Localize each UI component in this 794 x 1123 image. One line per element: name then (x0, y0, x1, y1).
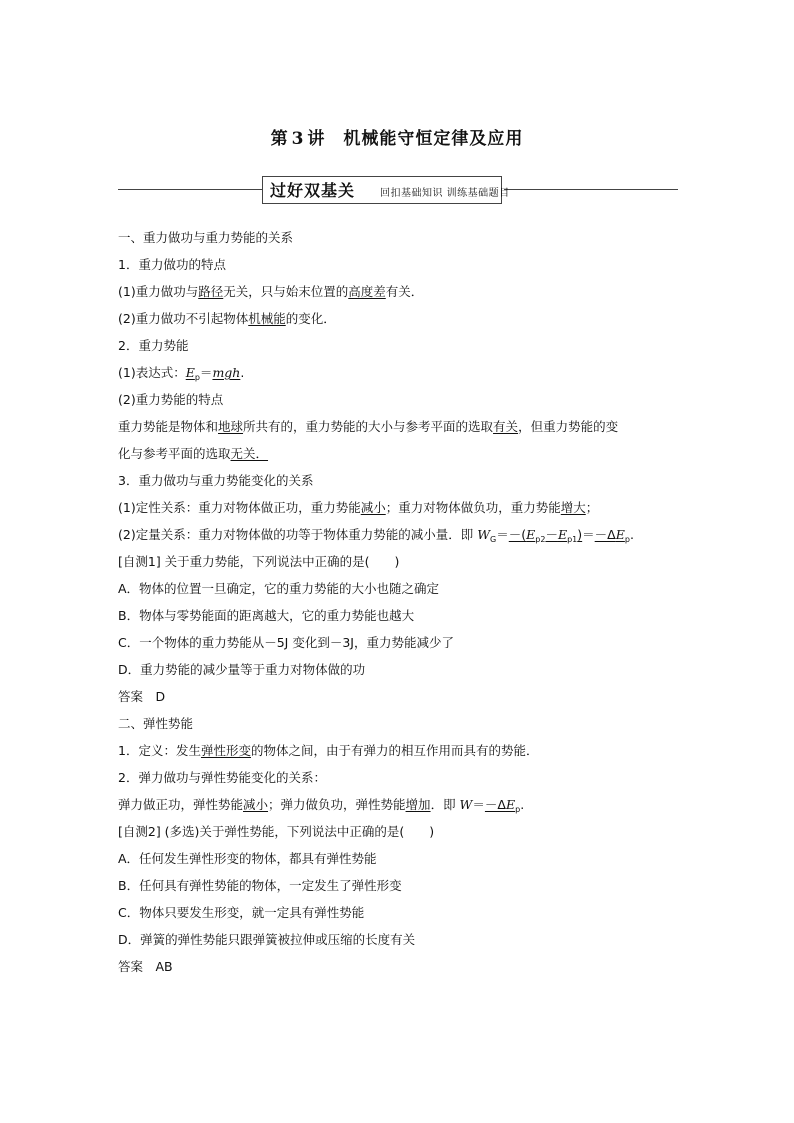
symbol-E: E (505, 797, 516, 812)
title-prefix: 第 (270, 129, 289, 149)
option-a: A．任何发生弹性形变的物体，都具有弹性势能 (118, 851, 377, 866)
blank-answer: 路径 (198, 284, 224, 299)
text: ＝ (496, 527, 509, 542)
document-body (118, 228, 688, 984)
question-stem-1: [自测1] 关于重力势能，下列说法中正确的是( ) (118, 554, 400, 569)
symbol-W: W (477, 527, 491, 542)
text: －Δ (484, 797, 506, 812)
symbol-E: E (526, 527, 536, 542)
subheading-1-1: 1．重力做功的特点 (118, 257, 226, 272)
answer-1: 答案 D (118, 689, 166, 704)
subheading-1-3: 3．重力做功与重力势能变化的关系 (118, 473, 314, 488)
section-heading-1: 一、重力做功与重力势能的关系 (118, 230, 294, 245)
para-elastic-definition (118, 741, 688, 768)
subheading-2-2: 2．弹力做功与弹性势能变化的关系： (118, 770, 326, 785)
banner-subtitle: 回扣基础知识 训练基础题目 (380, 188, 510, 199)
banner-rule-right (504, 189, 678, 190)
blank-answer: 减小 (243, 797, 269, 812)
symbol-sub-p: p (515, 805, 521, 814)
blank-answer: 弹性形变 (200, 743, 251, 758)
option-a: A．物体的位置一旦确定，它的重力势能的大小也随之确定 (118, 581, 440, 596)
text: － (545, 527, 558, 542)
text: ；弹力做负功，弹性势能 (268, 797, 406, 812)
text: －( (508, 527, 527, 542)
para-quantitative-relation (118, 525, 688, 552)
text: －Δ (594, 527, 616, 542)
text: 重力势能是物体和 (118, 419, 219, 434)
blank-answer: 高度差 (348, 284, 386, 299)
section-heading-2: 二、弹性势能 (118, 716, 194, 731)
text: (1)重力做功与 (118, 284, 199, 299)
subheading-1-2-2: (2)重力势能的特点 (118, 392, 224, 407)
text: ) (577, 527, 583, 542)
para-gravity-work-path (118, 282, 688, 309)
formula-potential-energy (118, 363, 688, 390)
symbol-sub-p: p (624, 535, 630, 544)
subheading-1-2: 2．重力势能 (118, 338, 189, 353)
section-banner (118, 174, 678, 208)
symbol-sub-p1: p1 (567, 535, 578, 544)
text: 无关，只与始末位置的 (223, 284, 349, 299)
option-b: B．物体与零势能面的距离越大，它的重力势能也越大 (118, 608, 415, 623)
text: . (629, 527, 634, 542)
symbol-E: E (615, 527, 625, 542)
text: ＝ (472, 797, 485, 812)
text: ＝ (199, 365, 213, 380)
text: ； (585, 500, 599, 515)
text: 的变化． (285, 311, 336, 326)
blank-answer: 增加 (405, 797, 431, 812)
para-qualitative-relation (118, 498, 688, 525)
formula-mgh: mgh (212, 365, 241, 380)
text: . (520, 797, 525, 812)
text: ＝ (582, 527, 595, 542)
para-reference-plane-1 (118, 417, 688, 444)
para-mechanical-energy (118, 309, 688, 336)
para-reference-plane-2 (118, 444, 688, 471)
text: 的物体之间，由于有弹力的相互作用而具有的势能． (250, 743, 539, 758)
text: 所共有的，重力势能的大小与参考平面的选取 (243, 419, 494, 434)
blank-answer: 机械能 (248, 311, 286, 326)
text: (1)定性关系：重力对物体做正功，重力势能 (118, 500, 361, 515)
text: (1)表达式： (118, 365, 186, 380)
symbol-sub-p: p (194, 373, 200, 382)
text: 化与参考平面的选取 (118, 446, 231, 461)
text: ；重力对物体做负功，重力势能 (385, 500, 561, 515)
text: ，但重力势能的变 (518, 419, 619, 434)
symbol-W: W (459, 797, 473, 812)
text: 有关． (385, 284, 424, 299)
title-suffix: 讲 (307, 129, 326, 149)
blank-answer: 增大 (560, 500, 586, 515)
text: 1．定义：发生 (118, 743, 201, 758)
blank-answer: 无关． (230, 446, 269, 461)
symbol-E: E (185, 365, 195, 380)
blank-answer: 有关 (493, 419, 519, 434)
blank-answer: 减小 (360, 500, 386, 515)
text: (2)重力做功不引起物体 (118, 311, 249, 326)
option-c: C．物体只要发生形变，就一定具有弹性势能 (118, 905, 365, 920)
option-d: D．弹簧的弹性势能只跟弹簧被拉伸或压缩的长度有关 (118, 932, 416, 947)
title-number: 3 (291, 129, 305, 149)
lecture-title (0, 124, 794, 149)
para-elastic-relation (118, 795, 688, 822)
title-topic: 机械能守恒定律及应用 (343, 129, 524, 149)
banner-title: 过好双基关 (270, 181, 356, 200)
symbol-sub-G: G (490, 535, 497, 544)
text: (2)定量关系：重力对物体做的功等于物体重力势能的减小量．即 (118, 527, 478, 542)
answer-2: 答案 AB (118, 959, 173, 974)
symbol-sub-p2: p2 (535, 535, 546, 544)
option-d: D．重力势能的减少量等于重力对物体做的功 (118, 662, 366, 677)
option-b: B．任何具有弹性势能的物体，一定发生了弹性形变 (118, 878, 402, 893)
question-stem-2: [自测2] (多选)关于弹性势能，下列说法中正确的是( ) (118, 824, 435, 839)
text: 弹力做正功，弹性势能 (118, 797, 244, 812)
banner-rule-left (118, 189, 262, 190)
blank-answer: 地球 (218, 419, 244, 434)
text: . (240, 365, 245, 380)
text: ．即 (430, 797, 460, 812)
option-c: C．一个物体的重力势能从－5J 变化到－3J，重力势能减少了 (118, 635, 454, 650)
symbol-E: E (557, 527, 568, 542)
